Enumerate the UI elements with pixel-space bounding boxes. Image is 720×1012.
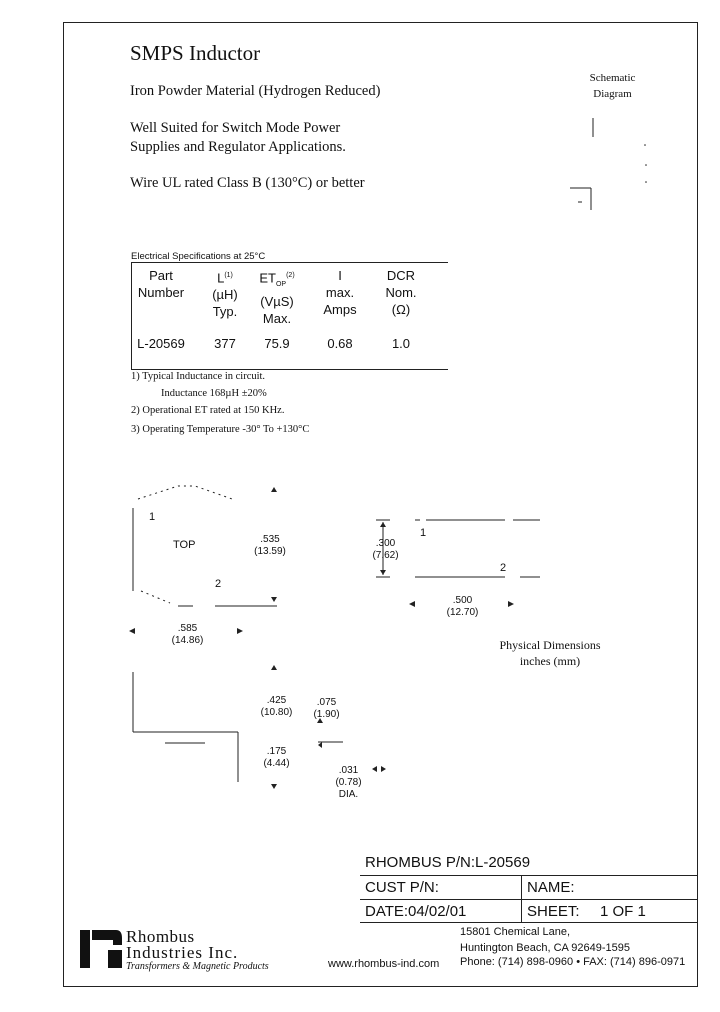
dim-075-in: .075 <box>316 697 337 708</box>
header-uh: (µH) <box>212 287 238 303</box>
dim-425-in: .425 <box>266 695 287 706</box>
company-website[interactable]: www.rhombus-ind.com <box>328 958 440 970</box>
company-address-2: Huntington Beach, CA 92649-1595 <box>460 942 631 954</box>
company-tagline: Transformers & Magnetic Products <box>126 961 269 972</box>
dim-031-in: .031 <box>338 765 359 776</box>
header-imax: max. <box>325 285 355 300</box>
dim-535-mm: (13.59) <box>254 546 286 557</box>
company-name-2: Industries Inc. <box>126 943 239 962</box>
sheet-label: SHEET: <box>527 903 580 920</box>
application-line-1: Well Suited for Switch Mode Power <box>130 120 341 136</box>
dim-500-mm: (12.70) <box>446 607 479 618</box>
dim-500-in: .500 <box>452 595 473 606</box>
header-l: $L^{(1)}$ <box>217 270 233 286</box>
dim-175-in: .175 <box>266 746 287 757</box>
header-amps: Amps <box>323 302 357 317</box>
cust-pn-label: CUST P/N: <box>365 879 439 896</box>
header-number: Number <box>137 285 185 300</box>
schematic-caption-line2: Diagram <box>593 88 632 100</box>
cell-inductance: 377 <box>214 336 236 351</box>
pin-2-label: 2 <box>500 562 507 574</box>
pin-1-label: 1 <box>420 527 427 539</box>
material-text: Iron Powder Material (Hydrogen Reduced) <box>130 83 381 99</box>
company-address-1: 15801 Chemical Lane, <box>460 926 571 938</box>
header-i: I <box>338 268 342 283</box>
pin-1-label-top: 1 <box>149 511 156 523</box>
dim-300-in: .300 <box>375 538 396 549</box>
dim-300-mm: (7.62) <box>372 550 399 561</box>
dimensions-caption-1: Physical Dimensions <box>499 638 601 652</box>
header-dcr: DCR <box>386 268 416 283</box>
name-label: NAME: <box>527 879 575 896</box>
date-label: DATE: <box>365 903 409 920</box>
cell-part-number: L-20569 <box>137 336 185 351</box>
cell-et: 75.9 <box>264 336 290 351</box>
schematic-caption-line1: Schematic <box>589 72 636 84</box>
cell-current: 0.68 <box>327 336 353 351</box>
dim-585-mm: (14.86) <box>171 635 204 646</box>
specs-caption: Electrical Specifications at 25°C <box>131 251 266 262</box>
page-title: SMPS Inductor <box>130 41 261 65</box>
rhombus-pn-label: RHOMBUS P/N: <box>365 854 476 871</box>
note-2: 2) Operational ET rated at 150 KHz. <box>131 405 285 416</box>
cell-dcr: 1.0 <box>391 336 411 351</box>
header-nom: Nom. <box>385 285 417 300</box>
company-name-1: Rhombus <box>126 927 195 946</box>
dim-075-mm: (1.90) <box>313 709 340 720</box>
header-max: Max. <box>262 310 292 326</box>
application-line-2: Supplies and Regulator Applications. <box>130 139 346 155</box>
header-typ: Typ. <box>212 304 238 320</box>
date-value: 04/02/01 <box>408 903 467 920</box>
header-part: Part <box>149 268 173 283</box>
dim-175-mm: (4.44) <box>263 758 290 769</box>
header-ohm: (Ω) <box>391 302 411 317</box>
company-contact: Phone: (714) 898-0960 • FAX: (714) 896-0971 <box>460 956 686 968</box>
dim-031-dia: DIA. <box>338 789 359 800</box>
header-et: $ET_{OP}^{(2)}$ <box>259 270 295 288</box>
dim-535-in: .535 <box>260 534 280 545</box>
dim-585-in: .585 <box>177 623 198 634</box>
note-1-detail: Inductance 168µH ±20% <box>161 388 267 399</box>
dim-425-mm: (10.80) <box>260 707 293 718</box>
pin-2-label-top: 2 <box>215 578 222 590</box>
wire-rating: Wire UL rated Class B (130°C) or better <box>130 175 365 191</box>
sheet-value: 1 OF 1 <box>600 903 646 920</box>
dimensions-caption-2: inches (mm) <box>519 654 581 668</box>
header-vus: (VµS) <box>260 293 294 309</box>
dim-031-mm: (0.78) <box>335 777 362 788</box>
note-1: 1) Typical Inductance in circuit. <box>131 371 266 382</box>
top-label: TOP <box>173 539 196 551</box>
rhombus-pn-value: L-20569 <box>475 854 531 871</box>
note-3: 3) Operating Temperature -30° To +130°C <box>131 424 310 435</box>
